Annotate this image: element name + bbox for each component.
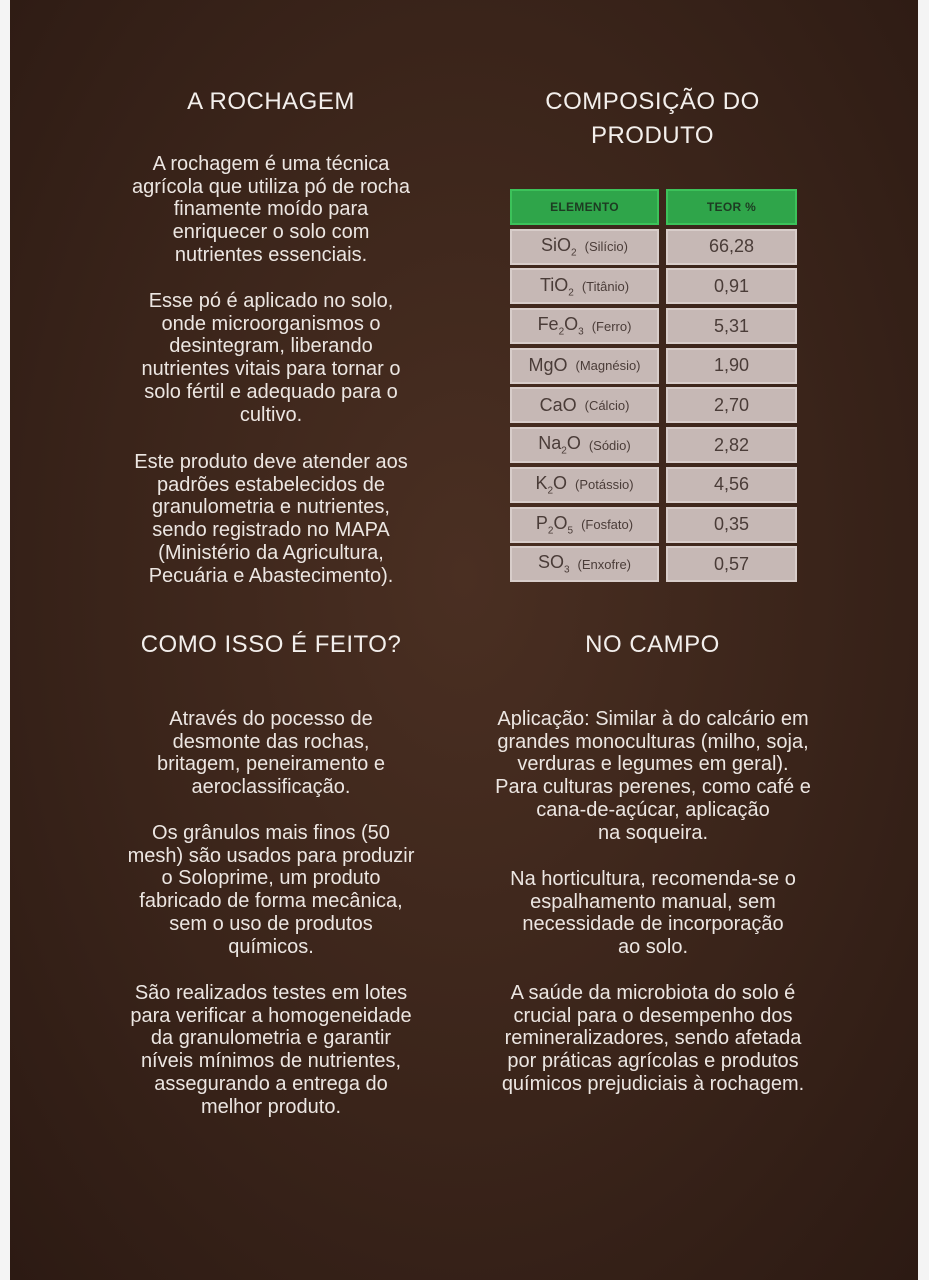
teor-value: 66,28 <box>708 236 755 257</box>
element-name: (Titânio) <box>581 278 630 294</box>
teor-value: 4,56 <box>713 474 750 495</box>
table-row <box>510 427 800 463</box>
element-cell <box>510 427 659 463</box>
campo-paragraph-1: Aplicação: Similar à do calcário em grandes monoculturas (milho, soja, verduras e legumes em geral). Para culturas perenes, como café e cana-de-açúcar, aplicação na soqueira. <box>495 708 811 844</box>
element-cell <box>510 467 659 503</box>
teor-value: 2,70 <box>713 394 750 415</box>
teor-cell <box>666 268 797 304</box>
element-name: (Cálcio) <box>584 397 630 413</box>
table-body <box>510 229 800 583</box>
table-header-teor: TEOR % <box>666 189 797 225</box>
teor-cell <box>666 427 797 463</box>
section-title-no-campo: NO CAMPO <box>585 631 720 658</box>
table-row <box>510 467 800 503</box>
element-formula: $SO_3$ <box>537 552 570 576</box>
table-row <box>510 229 800 265</box>
teor-cell <box>666 348 797 384</box>
element-cell <box>510 348 659 384</box>
teor-cell <box>666 467 797 503</box>
rochagem-paragraph-2: Esse pó é aplicado no solo, onde microorganismos o desintegram, liberando nutrientes vitais para tornar o solo fértil e adequado para o cultivo. <box>141 290 401 426</box>
composition-table <box>510 189 800 586</box>
teor-cell <box>666 387 797 423</box>
teor-value: 0,35 <box>713 514 750 534</box>
element-cell <box>510 387 659 423</box>
section-title-composicao: COMPOSIÇÃO DO PRODUTO <box>545 88 760 149</box>
table-row <box>510 546 800 582</box>
processo-paragraph-2: Os grânulos mais finos (50 mesh) são usados para produzir o Soloprime, um produto fabricado de forma mecânica, sem o uso de produtos químicos. <box>127 822 415 958</box>
document-page <box>10 0 918 1280</box>
element-name: (Silício) <box>584 239 628 255</box>
table-header-elemento: ELEMENTO <box>510 189 659 225</box>
table-row <box>510 387 800 423</box>
element-formula: $P_2O_5$ <box>535 512 574 537</box>
table-row <box>510 308 800 344</box>
processo-paragraph-1: Através do pocesso de desmonte das rochas, britagem, peneiramento e aeroclassificação. <box>157 708 385 799</box>
element-cell <box>510 546 659 582</box>
element-cell <box>510 229 659 265</box>
element-formula: $Na_2O$ <box>538 433 581 457</box>
rochagem-paragraph-3: Este produto deve atender aos padrões estabelecidos de granulometria e nutrientes, sendo registrado no MAPA (Ministério da Agricultura, Pecuária e Abastecimento). <box>134 451 408 587</box>
element-formula: $K_2O$ <box>535 473 568 497</box>
element-name: (Magnésio) <box>575 358 641 374</box>
rochagem-paragraph-1: A rochagem é uma técnica agrícola que utiliza pó de rocha finamente moído para enriquecer o solo com nutrientes essenciais. <box>132 153 410 266</box>
element-formula: CaO <box>539 394 577 415</box>
element-name: (Enxofre) <box>577 556 632 572</box>
campo-paragraph-2: Na horticultura, recomenda-se o espalhamento manual, sem necessidade de incorporação ao solo. <box>510 868 796 959</box>
processo-paragraph-3: São realizados testes em lotes para verificar a homogeneidade da granulometria e garantir níveis mínimos de nutrientes, assegurando a entrega do melhor produto. <box>130 982 412 1118</box>
teor-value: 1,90 <box>713 355 750 376</box>
teor-cell <box>666 507 797 543</box>
element-name: (Ferro) <box>591 318 632 334</box>
element-formula: $Fe_2O_3$ <box>537 314 584 338</box>
section-title-rochagem: A ROCHAGEM <box>187 88 355 115</box>
table-row <box>510 507 800 543</box>
element-name: (Fosfato) <box>581 517 634 532</box>
element-cell <box>510 507 659 543</box>
element-cell <box>510 268 659 304</box>
teor-cell <box>666 546 797 582</box>
section-title-como-e-feito: COMO ISSO É FEITO? <box>140 631 402 658</box>
teor-value: 0,91 <box>713 275 750 296</box>
element-name: (Potássio) <box>575 477 634 493</box>
element-cell <box>510 308 659 344</box>
teor-value: 2,82 <box>713 434 750 455</box>
campo-paragraph-3: A saúde da microbiota do solo é crucial para o desempenho dos remineralizadores, sendo afetada por práticas agrícolas e produtos químicos prejudiciais à rochagem. <box>501 982 805 1095</box>
element-formula: SiO$_2$ <box>541 234 577 259</box>
table-header-row <box>510 189 800 225</box>
table-row <box>510 348 800 384</box>
element-name: (Sódio) <box>588 437 631 453</box>
teor-cell <box>666 229 797 265</box>
element-formula: TiO$_2$ <box>539 274 574 299</box>
table-row <box>510 268 800 304</box>
teor-value: 5,31 <box>713 315 750 336</box>
teor-cell <box>666 308 797 344</box>
element-formula: MgO <box>528 355 568 376</box>
teor-value: 0,57 <box>713 553 750 574</box>
